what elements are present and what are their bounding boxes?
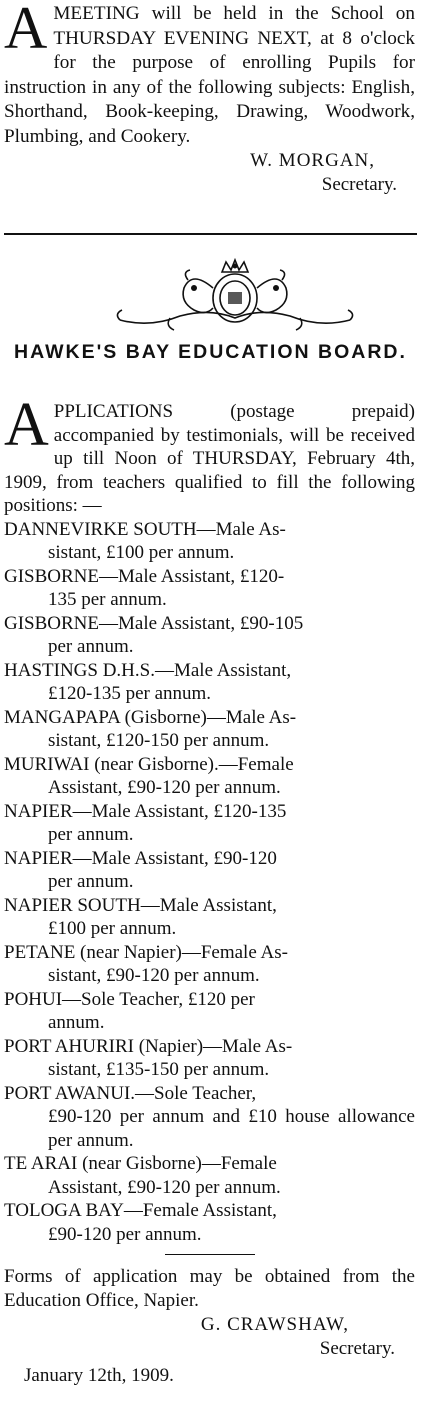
position-head: MANGAPAPA (Gisborne)—Male As- [4,706,297,728]
position-head: DANNEVIRKE SOUTH—Male As- [4,518,286,540]
board-signature [4,1313,415,1361]
position-item [4,565,415,612]
position-rest: per annum. [48,636,134,657]
board-signatory-role: Secretary. [319,1338,395,1359]
position-rest: sistant, £100 per annum. [48,542,235,563]
position-item [4,612,415,659]
royal-coat-of-arms-icon [110,258,360,338]
position-rest: per annum. [48,871,134,892]
short-divider [165,1254,255,1255]
positions-list [4,518,415,1247]
position-head: NAPIER SOUTH—Male Assistant, [4,894,277,916]
position-item [4,659,415,706]
position-head: PETANE (near Napier)—Female As- [4,941,288,963]
position-item [4,518,415,565]
position-head: NAPIER—Male Assistant, £120-135 [4,800,287,822]
position-head: POHUI—Sole Teacher, £120 per [4,988,255,1010]
position-item [4,800,415,847]
meeting-signatory: W. MORGAN, [250,150,375,171]
position-head: HASTINGS D.H.S.—Male Assistant, [4,659,292,681]
position-head: GISBORNE—Male Assistant, £90-105 [4,612,304,634]
position-rest: £90-120 per annum. [48,1223,202,1245]
position-rest: 135 per annum. [48,589,167,610]
applications-dropcap: A [4,391,49,459]
meeting-dropcap: A [4,0,48,61]
section-divider [4,233,417,235]
position-head: GISBORNE—Male Assistant, £120- [4,565,285,587]
meeting-notice-body: MEETING will be held in the School on THURSDAY EVENING NEXT, at 8 o'clock for the purpose of enrolling Pupils for instruction in any of the following subjects: English, Shorthand, Book-keeping, Drawing, Woodwork, Plumbing, and Cookery. [4,3,415,147]
position-rest: Assistant, £90-120 per annum. [48,1176,281,1198]
position-head: NAPIER—Male Assistant, £90-120 [4,847,277,869]
applications-intro [4,391,415,518]
position-item [4,1199,415,1246]
position-item [4,753,415,800]
applications-intro-text: PPLICATIONS (postage prepaid) accompanied by testimonials, will be received up till Noon of THURSDAY, February 4th, 1909, from teachers qualified to fill the following positions: — [4,401,415,516]
notice-date: January 12th, 1909. [24,1365,174,1386]
position-rest: sistant, £135-150 per annum. [48,1059,270,1080]
position-head: PORT AHURIRI (Napier)—Male As- [4,1035,293,1057]
position-item [4,894,415,941]
position-item [4,988,415,1035]
board-title: HAWKE'S BAY EDUCATION BOARD. [14,341,407,363]
meeting-signatory-role: Secretary. [321,174,397,195]
position-rest: £90-120 per annum and £10 house allowance per annum. [48,1106,415,1151]
position-item [4,847,415,894]
applications-notice [4,391,415,1391]
position-rest: £100 per annum. [48,918,177,939]
forms-note: Forms of application may be obtained from the Education Office, Napier. [4,1266,415,1311]
position-head: TOLOGA BAY—Female Assistant, [4,1200,277,1221]
position-head: PORT AWANUI.—Sole Teacher, [4,1082,257,1104]
position-item [4,941,415,988]
meeting-notice [4,2,415,197]
position-head: TE ARAI (near Gisborne)—Female [4,1153,277,1174]
position-rest: sistant, £120-150 per annum. [48,730,270,751]
position-item [4,1152,415,1199]
position-item [4,706,415,753]
position-rest: Assistant, £90-120 per annum. [48,777,281,798]
position-rest: £120-135 per annum. [48,683,212,704]
position-rest: sistant, £90-120 per annum. [48,965,260,986]
board-signatory: G. CRAWSHAW, [200,1314,349,1335]
position-rest: annum. [48,1012,105,1033]
position-rest: per annum. [48,824,134,845]
position-head: MURIWAI (near Gisborne).—Female [4,753,294,775]
position-item [4,1082,415,1153]
meeting-signature [4,149,415,197]
position-item [4,1035,415,1082]
